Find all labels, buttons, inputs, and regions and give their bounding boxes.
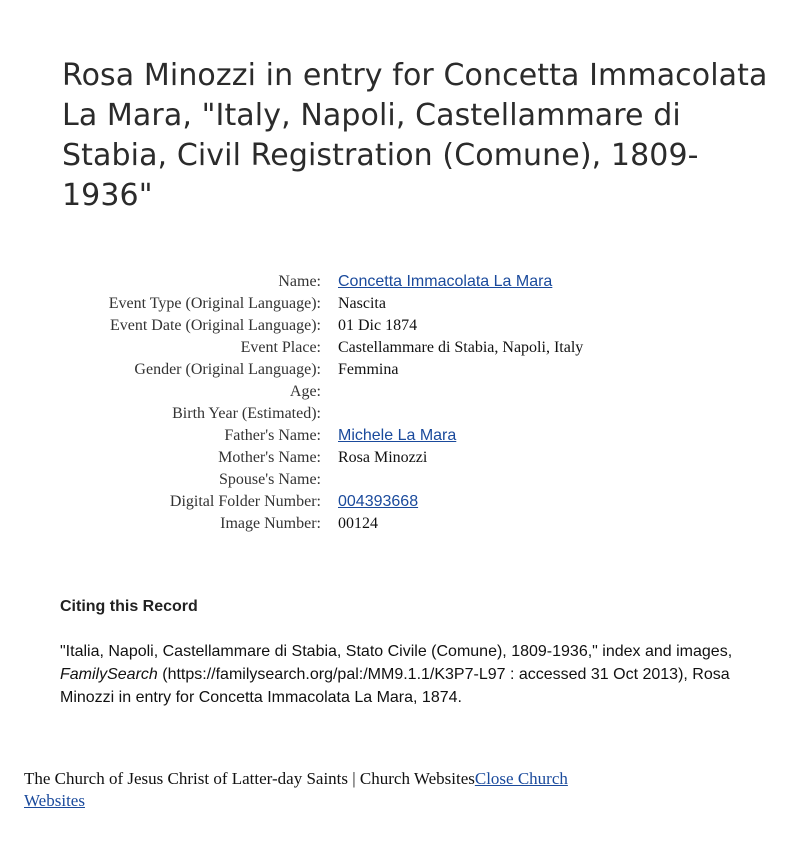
record-details: [0, 271, 800, 535]
name-label: Name:: [278, 273, 321, 290]
image-number-value: 00124: [338, 515, 378, 532]
record-row-name: [0, 271, 800, 293]
citing-heading: Citing this Record: [60, 598, 198, 615]
event-type-label: Event Type (Original Language):: [108, 295, 321, 312]
record-row-age: [0, 381, 800, 403]
record-row-mother: [0, 447, 800, 469]
event-type-value: Nascita: [338, 295, 386, 312]
name-link[interactable]: Concetta Immacolata La Mara: [338, 273, 553, 290]
mother-label: Mother's Name:: [218, 449, 321, 466]
close-church-websites-link[interactable]: Close Church Websites: [24, 769, 568, 810]
citation-part-1: "Italia, Napoli, Castellammare di Stabia, Stato Civile (Comune), 1809-1936," index and images,: [60, 643, 733, 660]
age-label: Age:: [289, 383, 321, 400]
image-number-label: Image Number:: [220, 515, 321, 532]
footer-text: The Church of Jesus Christ of Latter-day Saints | Church Websites: [24, 769, 475, 788]
event-date-label: Event Date (Original Language):: [109, 317, 321, 334]
event-date-value: 01 Dic 1874: [338, 317, 418, 334]
record-row-digital-folder: [0, 491, 800, 513]
record-row-birth-year: [0, 403, 800, 425]
father-label: Father's Name:: [224, 427, 321, 444]
spouse-label: Spouse's Name:: [219, 471, 321, 488]
citation-text: [60, 640, 780, 709]
record-row-image-number: [0, 513, 800, 535]
record-row-event-type: [0, 293, 800, 315]
page-title: Rosa Minozzi in entry for Concetta Immacolata La Mara, "Italy, Napoli, Castellammare di Stabia, Civil Registration (Comune), 1809-1936": [62, 58, 768, 213]
record-row-event-date: [0, 315, 800, 337]
digital-folder-link[interactable]: 004393668: [338, 493, 419, 510]
digital-folder-label: Digital Folder Number:: [169, 493, 321, 510]
record-row-event-place: [0, 337, 800, 359]
birth-year-label: Birth Year (Estimated):: [172, 405, 321, 422]
event-place-label: Event Place:: [240, 339, 321, 356]
event-place-value: Castellammare di Stabia, Napoli, Italy: [338, 339, 584, 356]
gender-value: Femmina: [338, 361, 399, 378]
record-row-father: [0, 425, 800, 447]
record-row-spouse: [0, 469, 800, 491]
record-row-gender: [0, 359, 800, 381]
mother-value: Rosa Minozzi: [338, 449, 428, 466]
footer: [24, 768, 624, 812]
father-link[interactable]: Michele La Mara: [338, 427, 457, 444]
gender-label: Gender (Original Language):: [134, 361, 321, 378]
citation-part-2: (https://familysearch.org/pal:/MM9.1.1/K3P7-L97 : accessed 31 Oct 2013), Rosa Minozzi in entry for Concetta Immacolata La Mara, 1874.: [60, 666, 730, 706]
citation-source: FamilySearch: [60, 666, 158, 683]
